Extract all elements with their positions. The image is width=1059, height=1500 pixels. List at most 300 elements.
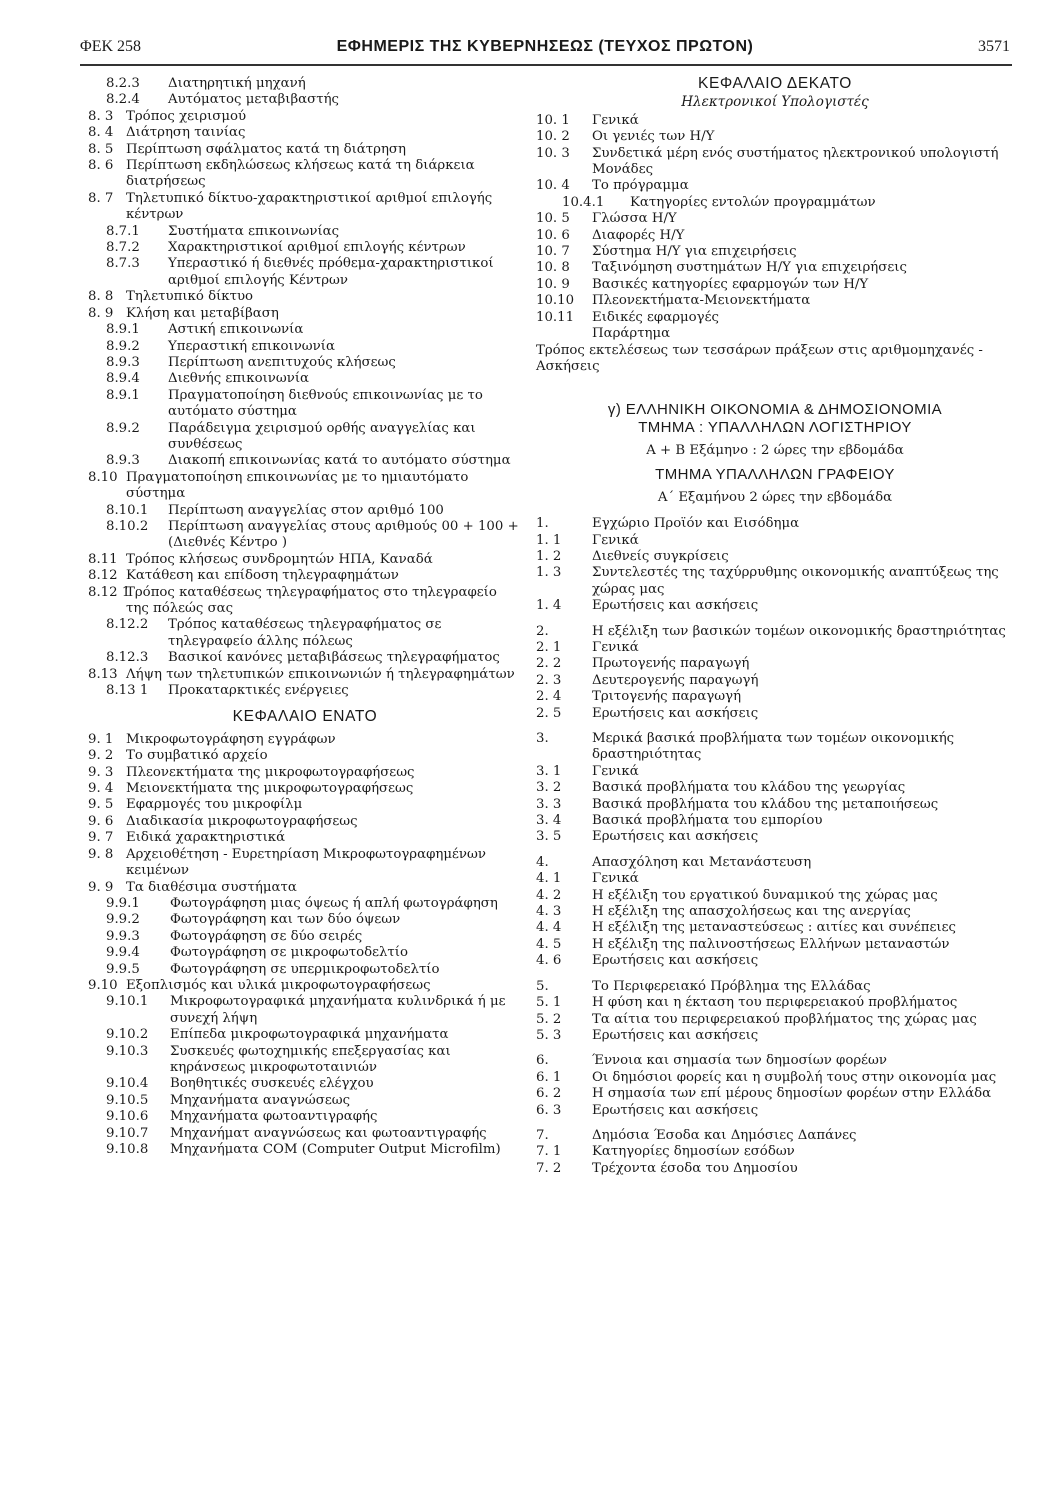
- item-number: 1. 2: [536, 548, 562, 564]
- syllabus-group: [536, 1053, 1014, 1119]
- item-number: 6. 3: [536, 1102, 562, 1118]
- page-header: [80, 28, 1010, 64]
- item-text: Συσκευές φωτοχημικής επεξεργασίας και κηράνσεως μικροφωτοταινιών: [170, 1043, 451, 1075]
- list-item: [536, 1103, 1014, 1119]
- item-number: 8.7.1: [106, 223, 140, 239]
- list-item: [536, 277, 1014, 293]
- item-number: 2. 1: [536, 639, 562, 655]
- item-text: Γλώσσα Η/Υ: [592, 211, 677, 227]
- item-number: 8.12.3: [106, 650, 149, 666]
- header-rule: [80, 64, 1012, 66]
- list-item: [88, 683, 522, 699]
- list-item: [536, 228, 1014, 244]
- dept-title: ΤΜΗΜΑ ΥΠΑΛΛΗΛΩΝ ΓΡΑΦΕΙΟΥ: [655, 465, 895, 483]
- list-item: [88, 1044, 522, 1077]
- list-item: [88, 797, 522, 813]
- list-item: [88, 585, 522, 618]
- item-text: Περίπτωση ανεπιτυχούς κλήσεως: [168, 354, 396, 370]
- item-text: Ερωτήσεις και ασκήσεις: [592, 598, 759, 614]
- list-item: [88, 814, 522, 830]
- item-text: Η εξέλιξη του εργατικού δυναμικού της χώρας μας: [592, 887, 938, 903]
- list-item: [536, 689, 1014, 705]
- item-text: Εξοπλισμός και υλικά μικροφωτογραφήσεως: [126, 977, 431, 993]
- item-number: 9.10.8: [106, 1142, 149, 1157]
- item-number: 2. 3: [536, 672, 562, 688]
- left-column: [88, 76, 522, 1158]
- item-text: Κατηγορίες εντολών προγραμμάτων: [630, 194, 876, 210]
- item-text: Τρόπος κλήσεως συνδρομητών ΗΠΑ, Καναδά: [126, 551, 433, 567]
- item-number: 9. 6: [88, 813, 114, 829]
- item-text: Ερωτήσεις και ασκήσεις: [592, 1102, 759, 1118]
- item-number: 3. 2: [536, 780, 562, 796]
- list-item: [536, 1144, 1014, 1160]
- item-number: 9. 8: [88, 846, 114, 862]
- item-number: 8. 6: [88, 158, 114, 174]
- list-item: [88, 847, 522, 880]
- list-item: [88, 732, 522, 748]
- list-item: [536, 920, 1014, 936]
- item-number: 4. 3: [536, 904, 562, 920]
- item-text: Διακοπή επικοινωνίας κατά το αυτόματο σύστημα: [168, 453, 511, 469]
- list-item: [536, 797, 1014, 813]
- item-number: 8.9.1: [106, 322, 140, 338]
- item-text: Τηλετυπικό δίκτυο-χαρακτηριστικοί αριθμοί επιλογής κέντρων: [126, 190, 493, 223]
- item-text: Μερικά βασικά προβλήματα των τομέων οικονομικής δραστηριότητας: [592, 731, 955, 763]
- item-text: Διάτρηση ταινίας: [126, 125, 246, 141]
- syllabus-group: [536, 731, 1014, 846]
- item-number: 4. 2: [536, 887, 562, 903]
- list-item: [536, 1086, 1014, 1102]
- item-text: Η σημασία των επί μέρους δημοσίων φορέων στην Ελλάδα: [592, 1086, 992, 1102]
- item-text: Λήψη των τηλετυπικών επικοινωνιών ή τηλεγραφημάτων: [126, 666, 515, 682]
- item-text: Περίπτωση αναγγελίας στους αριθμούς 00 + 100 + (Διεθνές Κέντρο ): [168, 518, 519, 551]
- item-text: Δημόσια Έσοδα και Δημόσιες Δαπάνες: [592, 1127, 857, 1143]
- item-text: Το Περιφερειακό Πρόβλημα της Ελλάδας: [592, 978, 871, 994]
- item-text: Μηχανήματα COM (Computer Output Microfilm): [170, 1142, 501, 1157]
- list-item: [536, 904, 1014, 920]
- item-number: 9.9.3: [106, 928, 140, 944]
- item-text: Ερωτήσεις και ασκήσεις: [592, 953, 759, 969]
- chapter10-subtitle: Ηλεκτρονικοί Υπολογιστές: [681, 94, 869, 111]
- item-number: 9.9.2: [106, 912, 140, 928]
- item-number: 10. 6: [536, 227, 570, 243]
- item-number: 9. 7: [88, 830, 114, 846]
- item-text: Διατηρητική μηχανή: [168, 76, 306, 91]
- item-text: Βασικοί κανόνες μεταβιβάσεως τηλεγραφήματος: [168, 650, 500, 666]
- item-text: Τα αίτια του περιφερειακού προβλήματος της χώρας μας: [592, 1011, 977, 1027]
- item-text: Πλεονεκτήματα της μικροφωτογραφήσεως: [126, 764, 415, 780]
- item-number: 9.9.5: [106, 961, 140, 977]
- item-number: 10. 3: [536, 145, 570, 161]
- item-text: Γενικά: [592, 112, 639, 128]
- item-number: 10. 7: [536, 244, 570, 260]
- item-text: Γενικά: [592, 763, 639, 779]
- item-text: Φωτογράφηση και των δύο όψεων: [170, 912, 401, 928]
- item-text: Το πρόγραμμα: [592, 178, 689, 194]
- item-text: Παράρτημα: [592, 326, 671, 342]
- item-text: Κλήση και μεταβίβαση: [126, 305, 279, 321]
- list-item: [536, 549, 1014, 565]
- list-item: [536, 953, 1014, 969]
- item-text: Η εξέλιξη των βασικών τομέων οικονομικής δραστηριότητας: [592, 623, 1006, 639]
- item-text: Σύστημα Η/Υ για επιχειρήσεις: [592, 244, 797, 260]
- item-number: 10. 4: [536, 178, 570, 194]
- item-number: 10.11: [536, 309, 575, 325]
- item-number: 9. 1: [88, 731, 114, 747]
- list-item: [88, 158, 522, 191]
- item-number: 8.2.3: [106, 76, 140, 91]
- list-item: [88, 289, 522, 305]
- item-text: Βασικά προβλήματα του κλάδου της μεταποιήσεως: [592, 796, 939, 812]
- item-text: Γενικά: [592, 639, 639, 655]
- item-text: Περίπτωση αναγγελίας στον αριθμό 100: [168, 502, 444, 518]
- list-item: [88, 880, 522, 896]
- item-number: 8. 7: [88, 190, 114, 206]
- item-text: Επίπεδα μικροφωτογραφικά μηχανήματα: [170, 1027, 449, 1043]
- item-number: 10. 1: [536, 112, 570, 128]
- item-number: 9.9.1: [106, 895, 140, 911]
- list-item: [88, 453, 522, 469]
- item-text: Πραγματοποίηση διεθνούς επικοινωνίας με το αυτόματο σύστημα: [168, 387, 483, 420]
- item-number: 8.2.4: [106, 92, 140, 108]
- list-item: [88, 388, 522, 421]
- item-number: 8. 9: [88, 305, 114, 321]
- list-item: [536, 146, 1014, 179]
- list-item: [536, 310, 1014, 326]
- list-item: [88, 552, 522, 568]
- item-text: Παράδειγμα χειρισμού ορθής αναγγελίας και συνθέσεως: [168, 420, 476, 452]
- item-number: 8.9.1: [106, 387, 140, 403]
- item-text: Ειδικά χαρακτηριστικά: [126, 830, 286, 846]
- item-text: Τρόπος καταθέσεως τηλεγραφήματος σε τηλεγραφείο άλλης πόλεως: [168, 617, 442, 649]
- item-text: Μηχανήματ αναγνώσεως και φωτοαντιγραφής: [170, 1125, 487, 1141]
- list-item: [536, 113, 1014, 129]
- item-number: 8.13 1: [106, 683, 149, 699]
- item-text: Πραγματοποίηση επικοινωνίας με το ημιαυτόματο σύστημα: [126, 469, 469, 502]
- syllabus-group: [536, 979, 1014, 1045]
- item-text: Βοηθητικές συσκευές ελέγχου: [170, 1076, 374, 1092]
- list-item: [536, 129, 1014, 145]
- item-text: Γενικά: [592, 871, 639, 887]
- item-number: 8.7.3: [106, 256, 140, 272]
- list-item: [88, 617, 522, 650]
- item-number: 5. 1: [536, 995, 562, 1011]
- item-text: Τρέχοντα έσοδα του Δημοσίου: [592, 1160, 798, 1176]
- item-number: 10. 5: [536, 211, 570, 227]
- list-item: [88, 1076, 522, 1092]
- item-text: Υπεραστικό ή διεθνές πρόθεμα-χαρακτηριστικοί αριθμοί επιλογής Κέντρων: [168, 256, 494, 288]
- list-item: [88, 830, 522, 846]
- item-number: 8.9.2: [106, 338, 140, 354]
- list-item: [536, 1053, 1014, 1069]
- item-text: Μηχανήματα αναγνώσεως: [170, 1092, 351, 1108]
- closing-text: Τρόπος εκτελέσεως των τεσσάρων πράξεων στις αριθμομηχανές - Ασκήσεις: [536, 342, 983, 374]
- item-text: Μηχανήματα φωτοαντιγραφής: [170, 1109, 378, 1125]
- list-item: [88, 125, 522, 141]
- chapter8-list: [88, 76, 522, 699]
- item-text: Αρχειοθέτηση - Ευρετηρίαση Μικροφωτογραφημένων κειμένων: [126, 846, 486, 879]
- list-item: [88, 142, 522, 158]
- item-text: Βασικά προβλήματα του εμπορίου: [592, 813, 823, 829]
- syllabus-group: [536, 1128, 1014, 1177]
- list-item: [536, 871, 1014, 887]
- item-text: Η φύση και η έκταση του περιφερειακού προβλήματος: [592, 995, 958, 1011]
- item-text: Κατηγορίες δημοσίων εσόδων: [592, 1144, 795, 1160]
- list-item: [88, 92, 522, 108]
- item-number: 8.11: [88, 551, 118, 567]
- item-number: 8.10.1: [106, 502, 149, 518]
- dept-semester: Α΄ Εξαμήνου 2 ώρες την εβδομάδα: [657, 489, 893, 505]
- list-item: [536, 829, 1014, 845]
- list-item: [88, 339, 522, 355]
- list-item: [88, 912, 522, 928]
- list-item: [536, 598, 1014, 614]
- list-item: [88, 1126, 522, 1142]
- gazette-title: ΕΦΗΜΕΡΙΣ ΤΗΣ ΚΥΒΕΡΝΗΣΕΩΣ (ΤΕΥΧΟΣ ΠΡΩΤΟΝ): [336, 38, 754, 55]
- item-number: 10. 2: [536, 129, 570, 145]
- item-text: Μειονεκτήματα της μικροφωτογραφήσεως: [126, 781, 414, 797]
- item-number: 7.: [536, 1127, 549, 1143]
- list-item: [88, 667, 522, 683]
- item-text: Τηλετυπικό δίκτυο: [126, 289, 254, 305]
- item-number: 9.10.3: [106, 1043, 149, 1059]
- item-text: Φωτογράφηση σε δύο σειρές: [170, 928, 363, 944]
- list-item: [536, 979, 1014, 995]
- chapter9-title: ΚΕΦΑΛΑΙΟ ΕΝΑΤΟ: [232, 708, 378, 726]
- item-number: 8.9.3: [106, 453, 140, 469]
- item-number: 1. 4: [536, 598, 562, 614]
- list-item: [88, 962, 522, 978]
- syllabus-group: [536, 855, 1014, 970]
- list-item: [88, 306, 522, 322]
- list-item: [536, 706, 1014, 722]
- item-text: Βασικές κατηγορίες εφαρμογών των Η/Υ: [592, 276, 869, 292]
- item-text: Αυτόματος μεταβιβαστής: [168, 92, 339, 108]
- item-text: Φωτογράφηση σε μικροφωτοδελτίο: [170, 945, 408, 961]
- item-text: Φωτογράφηση σε υπερμικροφωτοδελτίο: [170, 961, 440, 977]
- item-number: 8.12: [88, 568, 118, 584]
- list-item: [88, 224, 522, 240]
- item-number: 1.: [536, 516, 549, 532]
- list-item: [536, 640, 1014, 656]
- item-text: Συστήματα επικοινωνίας: [168, 223, 340, 239]
- item-text: Έννοια και σημασία των δημοσίων φορέων: [592, 1053, 887, 1069]
- list-item: [536, 211, 1014, 227]
- item-number: 10.4.1: [562, 194, 605, 210]
- list-item: [88, 748, 522, 764]
- item-text: Τα διαθέσιμα συστήματα: [126, 879, 297, 895]
- list-item: [88, 1027, 522, 1043]
- semester-line: Α + Β Εξάμηνο : 2 ώρες την εβδομάδα: [646, 443, 904, 459]
- list-item: [88, 421, 522, 454]
- list-item: [88, 322, 522, 338]
- list-item: [88, 503, 522, 519]
- list-item: [536, 195, 1014, 211]
- item-text: Τρόπος χειρισμού: [126, 108, 247, 124]
- item-text: Υπεραστική επικοινωνία: [168, 338, 335, 354]
- item-number: 4. 4: [536, 920, 562, 936]
- item-number: 3. 1: [536, 763, 562, 779]
- item-number: 8. 3: [88, 108, 114, 124]
- item-number: 9.10: [88, 977, 118, 993]
- list-item: [536, 1012, 1014, 1028]
- item-number: 8.9.2: [106, 420, 140, 436]
- syllabus-group: [536, 516, 1014, 614]
- item-number: 9. 9: [88, 879, 114, 895]
- list-item: [536, 1070, 1014, 1086]
- item-text: Τρόπος καταθέσεως τηλεγραφήματος στο τηλεγραφείο της πόλεώς σας: [126, 584, 497, 616]
- list-item: [536, 516, 1014, 532]
- item-number: 9.9.4: [106, 945, 140, 961]
- item-number: 10. 9: [536, 276, 570, 292]
- item-number: 9.10.2: [106, 1027, 149, 1043]
- list-item: [88, 765, 522, 781]
- list-item: [88, 929, 522, 945]
- item-number: 9. 5: [88, 797, 114, 813]
- item-number: 3.: [536, 731, 549, 746]
- list-item: [536, 780, 1014, 796]
- item-text: Εφαρμογές του μικροφίλμ: [126, 797, 303, 813]
- item-text: Διεθνείς συγκρίσεις: [592, 548, 729, 564]
- list-item: [88, 76, 522, 92]
- item-text: Βασικά προβλήματα του κλάδου της γεωργίας: [592, 780, 906, 796]
- list-item: [536, 624, 1014, 640]
- item-number: 2. 5: [536, 705, 562, 721]
- item-text: Η εξέλιξη της μεταναστεύσεως : αιτίες και συνέπειες: [592, 920, 956, 936]
- list-item: [88, 945, 522, 961]
- item-number: 7. 2: [536, 1160, 562, 1176]
- list-item: [88, 1142, 522, 1158]
- item-text: Ειδικές εφαρμογές: [592, 309, 719, 325]
- item-text: Συνδετικά μέρη ενός συστήματος ηλεκτρονικού υπολογιστή Μονάδες: [592, 145, 999, 178]
- list-item: [536, 888, 1014, 904]
- item-text: Γενικά: [592, 532, 639, 548]
- list-item: [536, 813, 1014, 829]
- item-text: Περίπτωση σφάλματος κατά τη διάτρηση: [126, 141, 406, 157]
- item-number: 8.12 1: [88, 584, 131, 600]
- item-text: Αστική επικοινωνία: [168, 322, 304, 338]
- list-item: [88, 994, 522, 1027]
- chapter10-list: [536, 113, 1014, 343]
- item-number: 9.10.4: [106, 1076, 149, 1092]
- list-item: [536, 260, 1014, 276]
- item-number: 8.10: [88, 469, 118, 485]
- page-number: 3571: [978, 38, 1010, 55]
- list-item: [88, 519, 522, 552]
- item-number: 9. 4: [88, 781, 114, 797]
- item-number: 8.12.2: [106, 617, 149, 633]
- list-item: [536, 855, 1014, 871]
- syllabus-group: [536, 624, 1014, 722]
- item-text: Οι γενιές των Η/Υ: [592, 129, 715, 145]
- item-number: 8. 5: [88, 141, 114, 157]
- item-text: Συντελεστές της ταχύρρυθμης οικονομικής αναπτύξεως της χώρας μας: [592, 565, 999, 597]
- gazette-issue: ΦΕΚ 258: [80, 38, 142, 55]
- item-text: Το συμβατικό αρχείο: [126, 748, 268, 764]
- item-number: 5. 2: [536, 1011, 562, 1027]
- item-text: Προκαταρκτικές ενέργειες: [168, 683, 349, 699]
- list-item: [536, 1028, 1014, 1044]
- list-item: [88, 650, 522, 666]
- item-number: 9.10.1: [106, 994, 149, 1010]
- item-text: Ερωτήσεις και ασκήσεις: [592, 829, 759, 845]
- item-number: 8.7.2: [106, 240, 140, 256]
- item-number: 8.9.4: [106, 371, 140, 387]
- item-text: Πλεονεκτήματα-Μειονεκτήματα: [592, 293, 811, 309]
- list-item: [88, 1109, 522, 1125]
- item-text: Η εξέλιξη της απασχολήσεως και της ανεργίας: [592, 904, 911, 920]
- item-number: 6. 1: [536, 1069, 562, 1085]
- list-item: [88, 781, 522, 797]
- item-text: Περίπτωση εκδηλώσεως κλήσεως κατά τη διάρκεια διατρήσεως: [126, 158, 475, 190]
- item-text: Η εξέλιξη της παλινοστήσεως Ελλήνων μεταναστών: [592, 936, 950, 952]
- item-number: 6.: [536, 1053, 549, 1069]
- list-item: [88, 896, 522, 912]
- item-number: 9. 3: [88, 764, 114, 780]
- item-text: Φωτογράφηση μιας όψεως ή απλή φωτογράφηση: [170, 895, 498, 911]
- item-number: 2. 4: [536, 689, 562, 705]
- item-number: 8. 8: [88, 289, 114, 305]
- item-number: 10. 8: [536, 260, 570, 276]
- item-number: 6. 2: [536, 1086, 562, 1102]
- list-item: [536, 293, 1014, 309]
- list-item: [88, 240, 522, 256]
- item-number: 5. 3: [536, 1027, 562, 1043]
- item-text: Ταξινόμηση συστημάτων Η/Υ για επιχειρήσεις: [592, 260, 907, 276]
- item-number: 10.10: [536, 293, 575, 309]
- item-number: 9. 2: [88, 748, 114, 764]
- item-number: 1. 3: [536, 565, 562, 581]
- list-item: [88, 355, 522, 371]
- list-item: [88, 191, 522, 224]
- item-text: Δευτερογενής παραγωγή: [592, 672, 759, 688]
- item-number: 2. 2: [536, 656, 562, 672]
- item-number: 4. 6: [536, 953, 562, 969]
- section-g-title: γ) ΕΛΛΗΝΙΚΗ ΟΙΚΟΝΟΜΙΑ & ΔΗΜΟΣΙΟΝΟΜΙΑ: [607, 401, 943, 419]
- item-text: Μικροφωτογραφικά μηχανήματα κυλινδρικά ή με συνεχή λήψη: [170, 994, 506, 1026]
- list-item: [536, 244, 1014, 260]
- item-text: Διαφορές Η/Υ: [592, 227, 685, 243]
- item-number: 3. 5: [536, 829, 562, 845]
- list-item: [88, 1093, 522, 1109]
- list-item: [88, 256, 522, 289]
- item-number: 9.10.6: [106, 1109, 149, 1125]
- list-item: [536, 764, 1014, 780]
- item-text: Εγχώριο Προϊόν και Εισόδημα: [592, 516, 800, 532]
- item-number: 2.: [536, 623, 549, 639]
- item-number: 8.9.3: [106, 354, 140, 370]
- list-item: [88, 109, 522, 125]
- list-item: [536, 1161, 1014, 1177]
- item-text: Κατάθεση και επίδοση τηλεγραφημάτων: [126, 568, 399, 584]
- item-number: 4.: [536, 854, 549, 870]
- item-number: 9.10.7: [106, 1125, 149, 1141]
- list-item: [88, 470, 522, 503]
- item-number: 8. 4: [88, 125, 114, 141]
- list-item: [536, 178, 1014, 194]
- list-item: [88, 371, 522, 387]
- list-item: [536, 326, 1014, 342]
- list-item: [536, 731, 1014, 764]
- list-item: [536, 673, 1014, 689]
- item-text: Διεθνής επικοινωνία: [168, 371, 310, 387]
- item-number: 3. 3: [536, 796, 562, 812]
- item-text: Τριτογενής παραγωγή: [592, 689, 742, 705]
- item-number: 7. 1: [536, 1144, 562, 1160]
- chapter10-title: ΚΕΦΑΛΑΙΟ ΔΕΚΑΤΟ: [698, 75, 852, 92]
- list-item: [536, 995, 1014, 1011]
- item-text: Ερωτήσεις και ασκήσεις: [592, 705, 759, 721]
